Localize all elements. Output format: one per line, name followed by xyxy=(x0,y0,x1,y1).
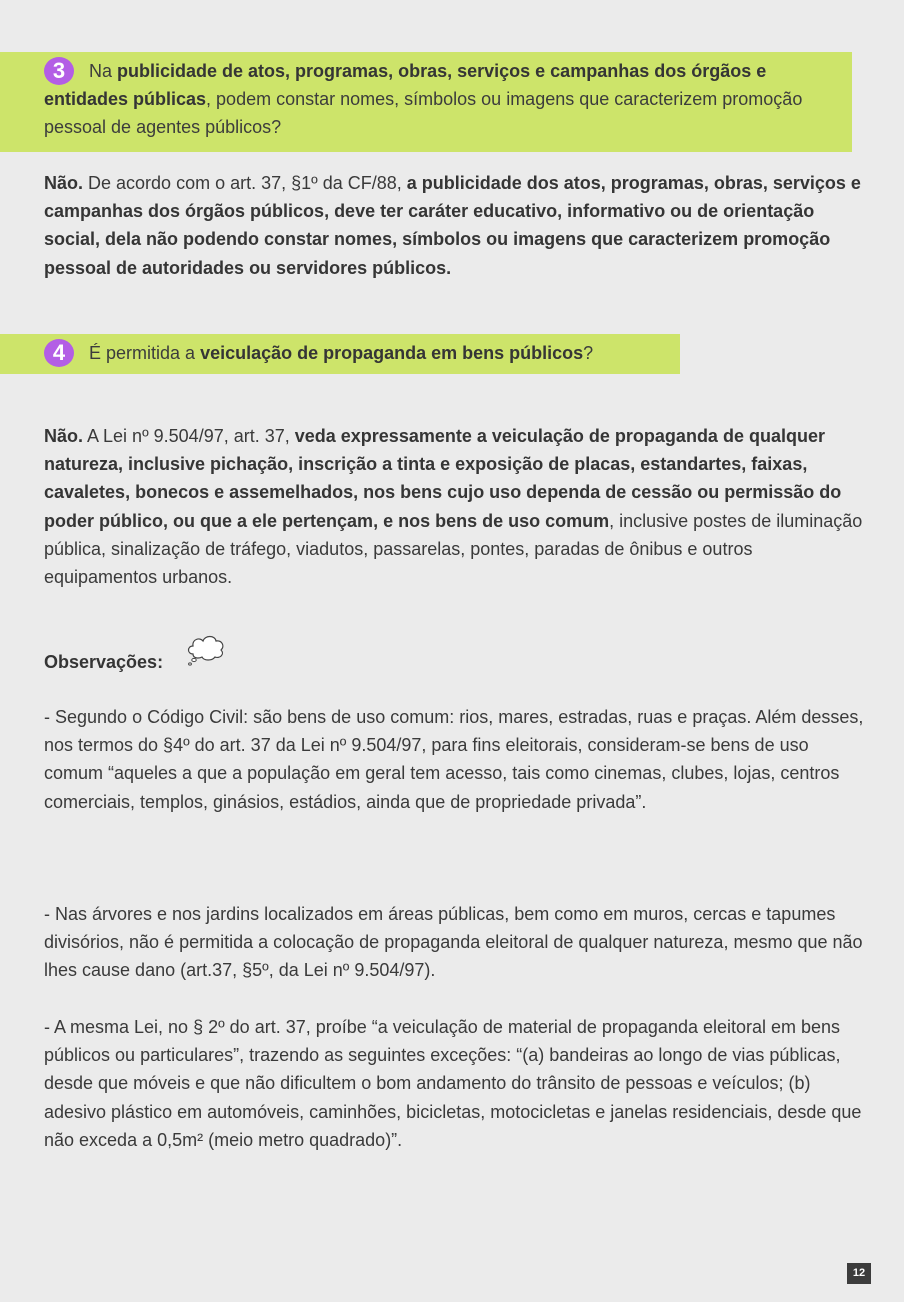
observation-paragraph-2: - Nas árvores e nos jardins localizados em áreas públicas, bem como em muros, cercas e tapumes divisórios, não é permitida a colocação de propaganda eleitoral de qualquer natureza, mesmo que não lhes cause dano (art.37, §5º, da Lei nº 9.504/97). xyxy=(44,904,863,981)
question-number-badge: 4 xyxy=(44,339,74,367)
question-3-band xyxy=(0,52,852,152)
page-number: 12 xyxy=(847,1263,871,1284)
question-4-band xyxy=(0,334,680,374)
question-3-text: Na publicidade de atos, programas, obras, serviços e campanhas dos órgãos e entidades públicas, podem constar nomes, símbolos ou imagens que caracterizem promoção pessoal de agentes públicos? xyxy=(44,61,803,137)
observations-title: Observações: xyxy=(44,652,164,672)
answer-3-paragraph: Não. De acordo com o art. 37, §1º da CF/88, a publicidade dos atos, programas, obras, serviços e campanhas dos órgãos públicos, deve ter caráter educativo, informativo ou de orientação social, dela não podendo constar nomes, símbolos ou imagens que caracterizem promoção pessoal de autoridades ou servidores públicos. xyxy=(44,173,861,278)
answer-4-paragraph: Não. A Lei nº 9.504/97, art. 37, veda expressamente a veiculação de propaganda de qualquer natureza, inclusive pichação, inscrição a tinta e exposição de placas, estandartes, faixas, cavaletes, bonecos e assemelhados, nos bens cujo uso dependa de cessão ou permissão do poder público, ou que a ele pertençam, e nos bens de uso comum, inclusive postes de iluminação pública, sinalização de tráfego, viadutos, passarelas, pontes, paradas de ônibus e outros equipamentos urbanos. xyxy=(44,426,863,588)
thought-cloud-icon xyxy=(185,632,227,668)
observation-paragraph-1: - Segundo o Código Civil: são bens de uso comum: rios, mares, estradas, ruas e praças. Além desses, nos termos do §4º do art. 37 da Lei nº 9.504/97, para fins eleitorais, consideram-se bens de uso comum “aqueles a que a população em geral tem acesso, tais como cinemas, clubes, lojas, centros comerciais, templos, ginásios, estádios, ainda que de propriedade privada”. xyxy=(44,707,864,812)
question-number-badge: 3 xyxy=(44,57,74,85)
observation-paragraph-3: - A mesma Lei, no § 2º do art. 37, proíbe “a veiculação de material de propaganda eleitoral em bens públicos ou particulares”, trazendo as seguintes exceções: “(a) bandeiras ao longo de vias públicas, desde que móveis e que não dificultem o bom andamento do trânsito de pessoas e veículos; (b) adesivo plástico em automóveis, caminhões, bicicletas, motocicletas e janelas residenciais, desde que não exceda a 0,5m² (meio metro quadrado)”. xyxy=(44,1017,862,1150)
question-4-text: É permitida a veiculação de propaganda em bens públicos? xyxy=(84,343,594,363)
